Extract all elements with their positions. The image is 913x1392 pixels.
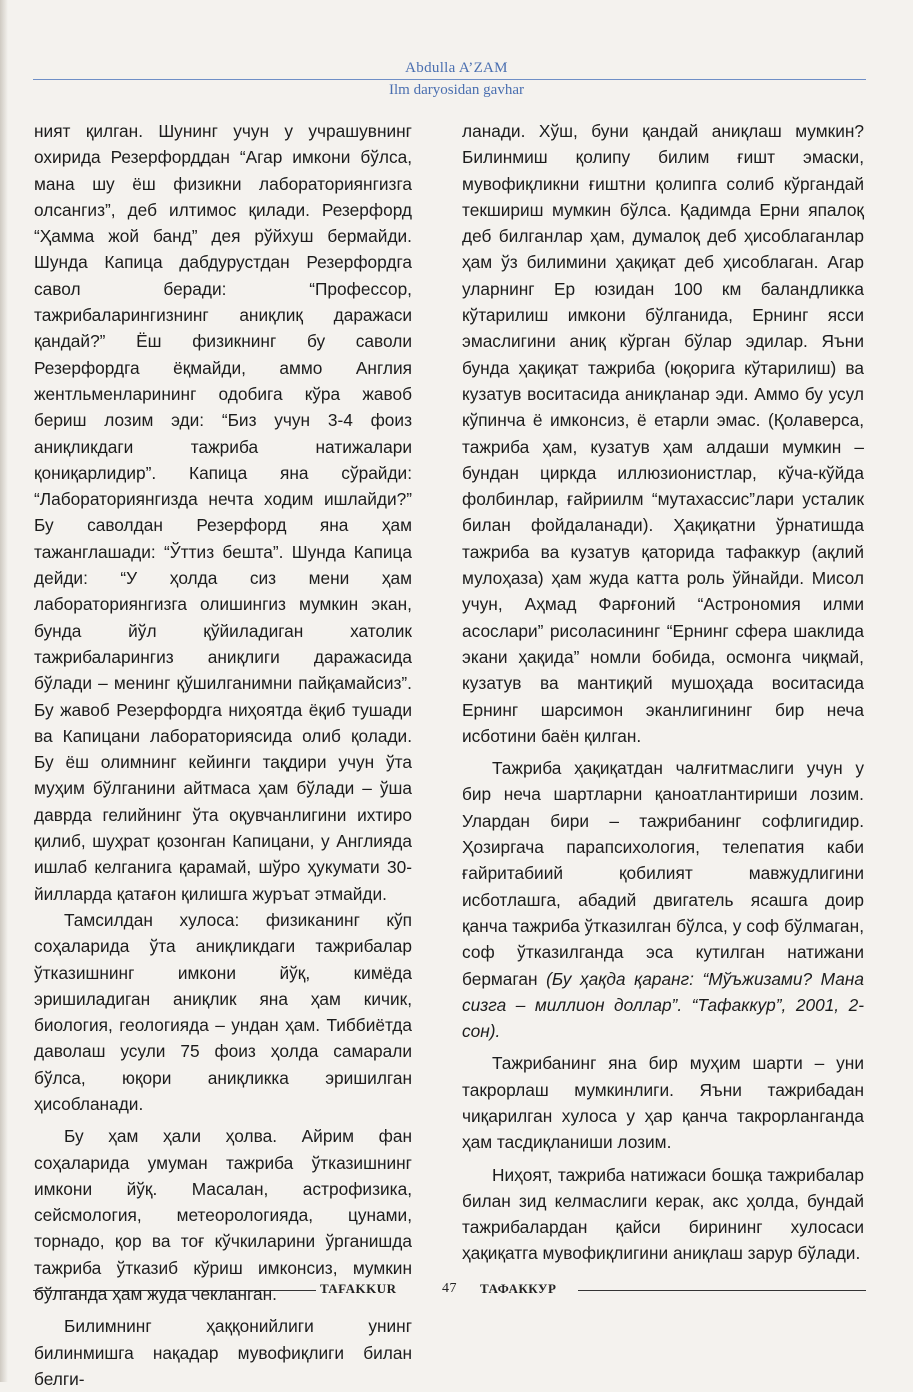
paragraph: ният қилган. Шунинг учун у учрашувнинг охирида Резерфорддан “Агар имкони бўлса, мана шу ёш физикни лабораториянгизга олсангиз”, деб илтимос қилади. Резерфорд “Ҳамма жой банд” дея рўйхуш бермайди. Шунда Капица дабдурустдан Резерфордга савол беради: “Профессор, тажрибаларингизнинг аниқлиқ даражаси қандай?” Ёш физикнинг бу саволи Резерфордга ёқмайди, аммо Англия жентльменларининг одобига кўра жавоб бериш лозим эди: “Биз учун 3-4 фоиз аниқликдаги тажриба натижалари қониқарлидир”. Капица яна сўрайди: “Лабораториянгизда нечта ходим ишлайди?” Бу саволдан Резерфорд яна ҳам тажанглашади: “Ўттиз бешта”. Шунда Капица дейди: “У ҳолда сиз мени ҳам лабораториянгизга олишингиз мумкин экан, бунда йўл қўйиладиган хатолик тажрибаларингиз аниқлиги даражасида бўлади – менинг қўшилганимни пайқамайсиз”. Бу жавоб Резерфордга ниҳоятда ёқиб тушади ва Капицани лабораториясида олиб қолади. Бу ёш олимнинг кейинги тақдири учун ўта муҳим бўлганини айтмаса ҳам бўлади – ўша даврда гелийнинг ўта оқувчанлигини ихтиро қилиб, шуҳрат қозонган Капицани, у Англияда ишлаб келганига қарамай, шўро ҳукумати 30-йилларда қатағон қилишга журъат этмайди. bbox=[34, 121, 412, 904]
footer-rule-left bbox=[33, 1290, 316, 1291]
paragraph: Тажрибанинг яна бир муҳим шарти – уни такрорлаш мумкинлиги. Яъни тажрибадан чиқарилган хулоса у ҳар қанча такрорланганда ҳам тасдиқланиши лозим. bbox=[462, 1053, 864, 1153]
citation-reference: (Бу ҳақда қаранг: “Мўъжизами? Мана сизга – миллион доллар”. “Тафаккур”, 2001, 2-сон). bbox=[462, 968, 864, 1042]
footer-magazine-latin: TAFAKKUR bbox=[320, 1281, 397, 1296]
page-number: 47 bbox=[442, 1281, 457, 1296]
page-footer bbox=[33, 1281, 866, 1301]
running-header-subtitle: Ilm daryosidan gavhar bbox=[389, 82, 524, 98]
footer-magazine-cyrillic: ТАФАККУР bbox=[480, 1281, 557, 1296]
header-divider bbox=[33, 79, 866, 80]
paragraph: Билимнинг ҳаққонийлиги унинг билинмишга нақадар мувофиқлиги билан белги- bbox=[34, 1316, 412, 1389]
right-text-column bbox=[462, 118, 864, 1267]
paragraph bbox=[462, 755, 864, 1044]
paragraph: Бу ҳам ҳали ҳолва. Айрим фан соҳаларида умуман тажриба ўтказишнинг имкони йўқ. Масалан, астрофизика, сейсмология, метеорологияда, цунами, торнадо, қор ва тоғ кўчкиларини ўрганишда тажриба ўтказиб кўриш имконсиз, мумкин бўлганда ҳам жуда чекланган. bbox=[34, 1126, 412, 1305]
left-text-column bbox=[34, 118, 412, 1392]
paragraph: ланади. Хўш, буни қандай аниқлаш мумкин? Билинмиш қолипу билим ғишт эмаски, мувофиқликни ғиштни қолипга солиб кўргандай текшириш мумкин бўлса. Қадимда Ерни япалоқ деб билганлар ҳам, думалоқ деб ҳисоблаганлар ҳам ўз билимини ҳақиқат деб ҳисоблаган. Агар уларнинг Ер юзидан 100 км баландликка кўтарилиш имкони бўлганида, Ернинг ясси эмаслигини аниқ кўрган бўлар эдилар. Яъни бунда ҳақиқат тажриба (юқорига кўтарилиш) ва кузатув воситасида аниқланар эди. Аммо бу усул кўпинча ё имконсиз, ё етарли эмас. (Қолаверса, тажриба ҳам, кузатув ҳам алдаши мумкин – бундан циркда иллюзионистлар, кўча-кўйда фолбинлар, ғайриилм “мутахассис”лари усталик билан фойдаланади). Ҳақиқатни ўрнатишда тажриба ва кузатув қаторида тафаккур (ақлий мулоҳаза) ҳам жуда катта роль ўйнайди. Мисол учун, Аҳмад Фарғоний “Астрономия илми асослари” рисоласининг “Ернинг сфера шаклида экани ҳақида” номли бобида, осмонга чиқмай, кузатув ва мантиқий мушоҳада воситасида Ернинг шарсимон эканлигининг бир неча исботини баён қилган. bbox=[462, 121, 864, 746]
paragraph: Ниҳоят, тажриба натижаси бошқа тажрибалар билан зид келмаслиги керак, акс ҳолда, бундай тажрибалардан қайси бирининг хулосаси ҳақиқатга мувофиқлигини аниқлаш зарур бўлади. bbox=[462, 1164, 864, 1264]
running-header-author: Abdulla A’ZAM bbox=[405, 60, 508, 76]
page-edge-shadow bbox=[0, 0, 8, 1382]
paragraph: Тамсилдан хулоса: физиканинг кўп соҳаларида ўта аниқликдаги тажрибалар ўтказишнинг имкони йўқ, кимёда эришиладиган аниқлик яна ҳам кичик, биология, геологияда – ундан ҳам. Тиббиётда даволаш усули 75 фоиз ҳолда самарали бўлса, юқори аниқликка эришилган ҳисобланади. bbox=[34, 909, 412, 1114]
paragraph-text: Тажриба ҳақиқатдан чалғитмаслиги учун у бир неча шартларни қаноатлантириши лозим. Улардан бири – тажрибанинг софлигидир. Ҳозиргача парапсихология, телепатия каби ғайритабиий қобилият мавжудлигини исботлашга, абадий двигатель ясашга доир қанча тажриба ўтказилган бўлса, у соф бўлмаган, соф ўтказилганда эса кутилган натижани бермаган bbox=[462, 758, 864, 989]
footer-rule-right bbox=[578, 1290, 866, 1291]
